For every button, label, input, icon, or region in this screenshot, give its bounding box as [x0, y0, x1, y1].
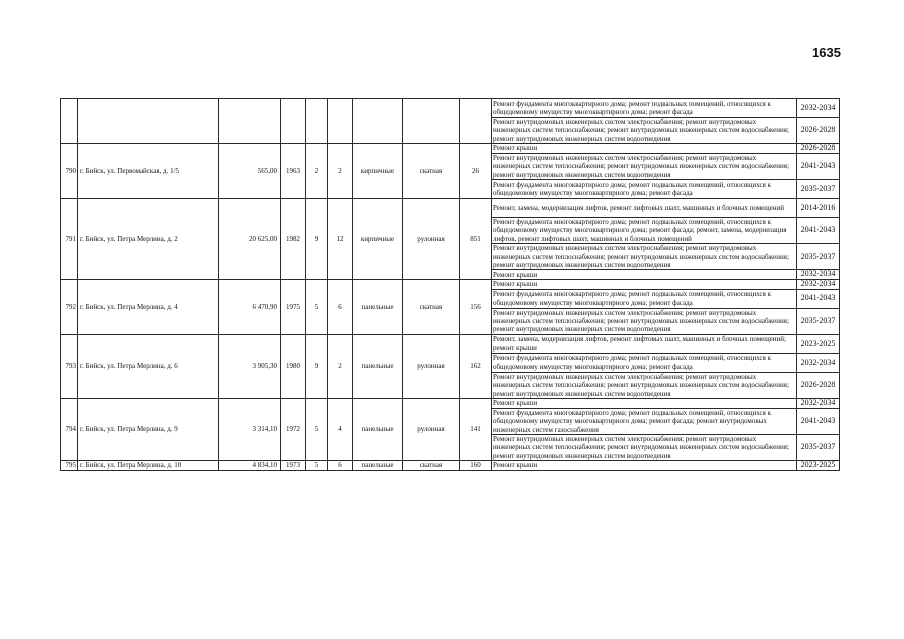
repair-work: Ремонт фундамента многоквартирного дома; ремонт подвальных помещений, относящихся к общедомовому имуществу многоквартирного дома; ремонт фасада — [492, 289, 797, 308]
capital-repair-table — [60, 98, 840, 471]
floors: 5 — [306, 399, 328, 461]
repair-period: 2032-2034 — [797, 399, 840, 409]
repair-period: 2041-2043 — [797, 153, 840, 179]
address: г. Бийск, ул. Петра Мерлина, д. 2 — [78, 199, 219, 280]
repair-work: Ремонт крыши — [492, 461, 797, 471]
repair-period: 2041-2043 — [797, 289, 840, 308]
floors: 9 — [306, 199, 328, 280]
entrances: 12 — [328, 199, 353, 280]
residents: 156 — [460, 280, 492, 335]
wall-material-empty — [353, 99, 403, 144]
repair-period: 2032-2034 — [797, 353, 840, 372]
repair-work: Ремонт внутридомовых инженерных систем электроснабжения; ремонт внутридомовых инженерных систем теплоснабжения; ремонт внутридомовых инженерных систем водоснабжения; ремонт внутридомовых инженерных систем водоотведения — [492, 434, 797, 460]
roof-type: скатная — [403, 144, 460, 199]
build-year: 1980 — [281, 334, 306, 398]
row-number-empty — [61, 99, 78, 144]
residents: 160 — [460, 461, 492, 471]
repair-work: Ремонт крыши — [492, 399, 797, 409]
roof-type: скатная — [403, 461, 460, 471]
build-year: 1972 — [281, 399, 306, 461]
repair-period: 2014-2016 — [797, 199, 840, 218]
repair-period: 2035-2037 — [797, 308, 840, 334]
repair-period: 2032-2034 — [797, 280, 840, 290]
repair-work: Ремонт внутридомовых инженерных систем электроснабжения; ремонт внутридомовых инженерных систем теплоснабжения; ремонт внутридомовых инженерных систем водоснабжения; ремонт внутридомовых инженерных систем водоотведения — [492, 153, 797, 179]
residents: 26 — [460, 144, 492, 199]
repair-period: 2041-2043 — [797, 218, 840, 244]
row-number: 794 — [61, 399, 78, 461]
build-year-empty — [281, 99, 306, 144]
repair-period: 2035-2037 — [797, 434, 840, 460]
repair-period: 2035-2037 — [797, 244, 840, 270]
residents: 851 — [460, 199, 492, 280]
total-area: 20 625,00 — [219, 199, 281, 280]
entrances: 4 — [328, 399, 353, 461]
floors: 5 — [306, 461, 328, 471]
repair-work: Ремонт, замена, модернизация лифтов, ремонт лифтовых шахт, машинных и блочных помещений; ремонт крыши — [492, 334, 797, 353]
wall-material: панельные — [353, 280, 403, 335]
repair-period: 2026-2028 — [797, 144, 840, 154]
repair-work: Ремонт внутридомовых инженерных систем электроснабжения; ремонт внутридомовых инженерных систем теплоснабжения; ремонт внутридомовых инженерных систем водоснабжения; ремонт внутридомовых инженерных систем водоотведения — [492, 308, 797, 334]
wall-material: панельные — [353, 461, 403, 471]
total-area: 3 905,30 — [219, 334, 281, 398]
repair-period: 2023-2025 — [797, 461, 840, 471]
repair-work: Ремонт крыши — [492, 144, 797, 154]
build-year: 1975 — [281, 280, 306, 335]
page-number: 1635 — [812, 45, 841, 60]
row-number: 792 — [61, 280, 78, 335]
repair-work: Ремонт фундамента многоквартирного дома; ремонт подвальных помещений, относящихся к общедомовому имуществу многоквартирного дома; ремонт фасада; ремонт, замена, модернизация лифтов, ремонт лифтовых шахт, машинных и блочных помещений — [492, 218, 797, 244]
residents: 141 — [460, 399, 492, 461]
total-area: 565,00 — [219, 144, 281, 199]
total-area: 3 314,10 — [219, 399, 281, 461]
repair-work: Ремонт фундамента многоквартирного дома; ремонт подвальных помещений, относящихся к общедомовому имуществу многоквартирного дома; ремонт фасада; ремонт внутридомовых инженерных систем газоснабжения — [492, 408, 797, 434]
table-row — [61, 99, 840, 118]
wall-material: панельные — [353, 334, 403, 398]
repair-work: Ремонт внутридомовых инженерных систем электроснабжения; ремонт внутридомовых инженерных систем теплоснабжения; ремонт внутридомовых инженерных систем водоснабжения; ремонт внутридомовых инженерных систем водоотведения — [492, 372, 797, 398]
repair-period: 2026-2028 — [797, 118, 840, 144]
table-row — [61, 399, 840, 409]
table-row — [61, 461, 840, 471]
roof-type-empty — [403, 99, 460, 144]
build-year: 1982 — [281, 199, 306, 280]
repair-work: Ремонт, замена, модернизация лифтов, ремонт лифтовых шахт, машинных и блочных помещений — [492, 199, 797, 218]
total-area-empty — [219, 99, 281, 144]
repair-period: 2032-2034 — [797, 270, 840, 280]
table-row — [61, 280, 840, 290]
row-number: 791 — [61, 199, 78, 280]
table-row — [61, 144, 840, 154]
repair-period: 2026-2028 — [797, 372, 840, 398]
repair-period: 2032-2034 — [797, 99, 840, 118]
roof-type: скатная — [403, 280, 460, 335]
repair-work: Ремонт фундамента многоквартирного дома; ремонт подвальных помещений, относящихся к общедомовому имуществу многоквартирного дома; ремонт фасада — [492, 353, 797, 372]
address: г. Бийск, ул. Петра Мерлина, д. 9 — [78, 399, 219, 461]
table-row — [61, 199, 840, 218]
repair-period: 2023-2025 — [797, 334, 840, 353]
total-area: 4 834,10 — [219, 461, 281, 471]
floors-empty — [306, 99, 328, 144]
residents-empty — [460, 99, 492, 144]
wall-material: кирпичные — [353, 144, 403, 199]
total-area: 6 470,90 — [219, 280, 281, 335]
repair-work: Ремонт крыши — [492, 270, 797, 280]
entrances: 6 — [328, 461, 353, 471]
address: г. Бийск, ул. Первомайская, д. 1/5 — [78, 144, 219, 199]
address: г. Бийск, ул. Петра Мерлина, д. 4 — [78, 280, 219, 335]
row-number: 793 — [61, 334, 78, 398]
roof-type: рулонная — [403, 334, 460, 398]
address-empty — [78, 99, 219, 144]
repair-period: 2035-2037 — [797, 180, 840, 199]
roof-type: рулонная — [403, 199, 460, 280]
roof-type: рулонная — [403, 399, 460, 461]
repair-work: Ремонт внутридомовых инженерных систем электроснабжения; ремонт внутридомовых инженерных систем теплоснабжения; ремонт внутридомовых инженерных систем водоснабжения; ремонт внутридомовых инженерных систем водоотведения — [492, 244, 797, 270]
repair-period: 2041-2043 — [797, 408, 840, 434]
wall-material: кирпичные — [353, 199, 403, 280]
build-year: 1963 — [281, 144, 306, 199]
repair-work: Ремонт крыши — [492, 280, 797, 290]
address: г. Бийск, ул. Петра Мерлина, д. 10 — [78, 461, 219, 471]
repair-work: Ремонт внутридомовых инженерных систем электроснабжения; ремонт внутридомовых инженерных систем теплоснабжения; ремонт внутридомовых инженерных систем водоснабжения; ремонт внутридомовых инженерных систем водоотведения — [492, 118, 797, 144]
row-number: 795 — [61, 461, 78, 471]
repair-work: Ремонт фундамента многоквартирного дома; ремонт подвальных помещений, относящихся к общедомовому имуществу многоквартирного дома; ремонт фасада — [492, 180, 797, 199]
wall-material: панельные — [353, 399, 403, 461]
floors: 5 — [306, 280, 328, 335]
entrances: 6 — [328, 280, 353, 335]
floors: 9 — [306, 334, 328, 398]
row-number: 790 — [61, 144, 78, 199]
entrances: 2 — [328, 144, 353, 199]
entrances-empty — [328, 99, 353, 144]
entrances: 2 — [328, 334, 353, 398]
residents: 162 — [460, 334, 492, 398]
table-row — [61, 334, 840, 353]
repair-work: Ремонт фундамента многоквартирного дома; ремонт подвальных помещений, относящихся к общедомовому имуществу многоквартирного дома; ремонт фасада — [492, 99, 797, 118]
build-year: 1973 — [281, 461, 306, 471]
floors: 2 — [306, 144, 328, 199]
address: г. Бийск, ул. Петра Мерлина, д. 6 — [78, 334, 219, 398]
